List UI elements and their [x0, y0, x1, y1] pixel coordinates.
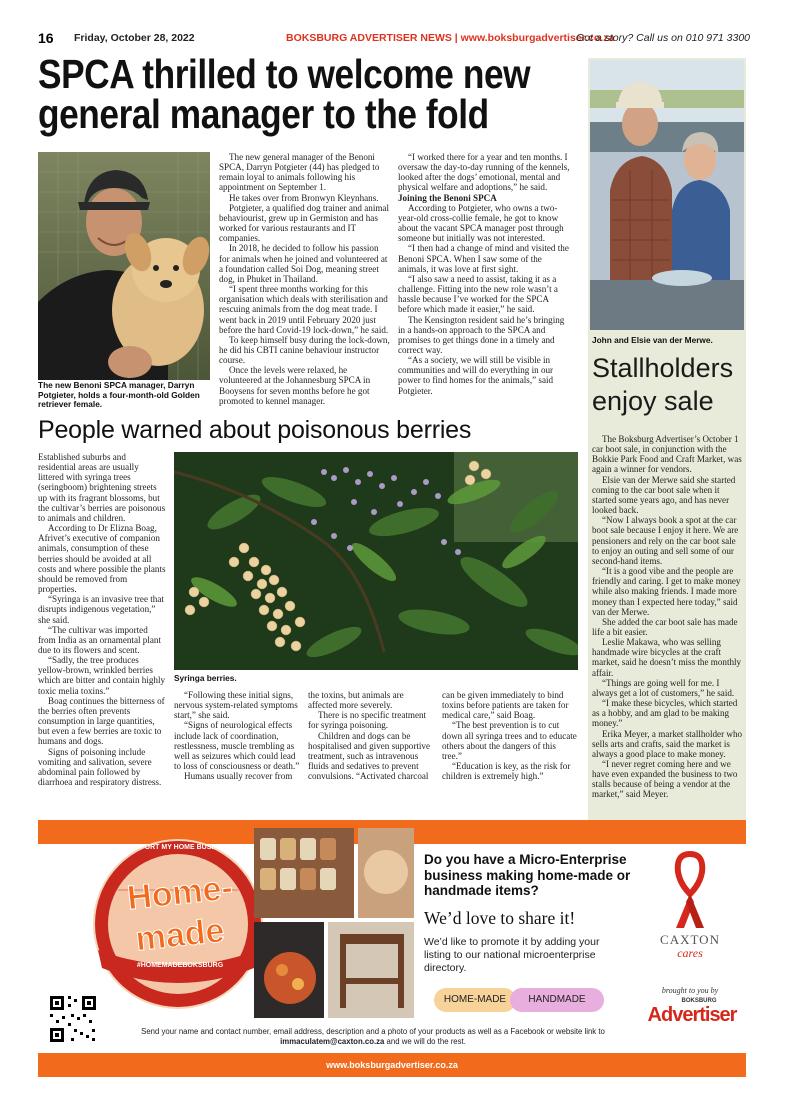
paragraph: “Education is key, as the risk for children is extremely high.” [442, 761, 571, 782]
paragraph: “I spent three months working for this organisation which deals with sterilisation and rescuing animals from the dog meat trade. I went back in 2019 until February 2020 just before the hard Covid-19 lock-down,” he said. [219, 284, 389, 335]
paragraph: Established suburbs and residential areas are usually littered with syringa trees (seringboom) brightening streets up with its fragrant blossoms, but the cultivar’s berries are poisonous to animals and children. [38, 452, 166, 523]
paragraph: “Syringa is an invasive tree that disrupts indigenous vegetation,” she said. [38, 594, 164, 625]
footer-website-link[interactable]: www.boksburgadvertiser.co.za [326, 1060, 458, 1070]
main-headline [38, 51, 580, 137]
paragraph: She added the car boot sale has made life a bit easier. [592, 616, 738, 637]
paragraph: According to Dr Elizna Boag, Afrivet’s executive of companion animals, consumption of these berries should be avoided at all costs and where possible the plants should be removed from properties. [38, 523, 166, 595]
home-made-pill[interactable]: HOME-MADE [434, 988, 516, 1012]
article1-column-2 [398, 152, 570, 396]
paragraph: can be given immediately to bind toxins before patients are taken for medical care,” said Boag. [442, 690, 569, 721]
submission-instructions: Send your name and contact number, email address, description and a photo of your products as well as a Facebook or website link to immaculatem@caxton.co.za and we will do the rest. [141, 1027, 605, 1046]
paragraph: “It is a good vibe and the people are friendly and caring. I get to make money while also making friends. I made more money than I expected here today,” said van der Merwe. [592, 566, 741, 617]
awareness-ribbon-icon [670, 850, 710, 930]
headline-line-2: general manager to the fold [38, 91, 489, 137]
product-photo-collage [254, 828, 414, 1018]
paragraph: “Things are going well for me. I always get a lot of customers,” he said. [592, 677, 735, 698]
manager-photo-caption: The new Benoni SPCA manager, Darryn Potgieter, holds a four-month-old Golden retriever female. [38, 380, 200, 410]
paragraph: Leslie Makawa, who was selling handmade wire bicycles at the craft market, said he doesn’t miss the monthly affair. [592, 637, 742, 678]
paragraph: “Now I always book a spot at the car boot sale because I enjoy it here. We are pensioners and rely on the car boot sale to enjoy an outing and sell some of our second-hand items. [592, 515, 739, 566]
caxton-logo-text: CAXTON [660, 932, 720, 947]
advertiser-logo: Advertiser [647, 1004, 737, 1026]
paragraph: The new general manager of the Benoni SPCA, Darryn Potgieter (44) has pledged to remain loyal to animals following his appointment on September 1. [219, 152, 380, 193]
article2-column-1 [38, 452, 166, 787]
paragraph: “As a society, we will still be visible in communities and will do everything in our power to find homes for the animals,” said Potgieter. [398, 355, 554, 396]
paragraph: the toxins, but animals are affected more severely. [308, 690, 404, 711]
issue-date: Friday, October 28, 2022 [74, 32, 195, 44]
badge-word-made: made [133, 911, 227, 959]
paragraph: “Sadly, the tree produces yellow-brown, wrinkled berries which are bitter and contain highly toxic melia toxins.” [38, 655, 166, 696]
paragraph: Once the levels were relaxed, he volunteered at the Johannesburg SPCA in Booysens for seven months before he got promoted to kennel manager. [219, 365, 371, 406]
advert-footer-bar [38, 1053, 746, 1077]
stallholders-photo-caption: John and Elsie van der Merwe. [592, 335, 713, 345]
handmade-pill[interactable]: HANDMADE [510, 988, 604, 1012]
cares-logo-text: cares [677, 946, 703, 960]
paragraph: In 2018, he decided to follow his passion for animals when he joined and volunteered at a foundation called Soi Dog, meaning street dog, in Phuket in Thailand. [219, 243, 388, 284]
badge-word-home: Home- [125, 868, 235, 918]
page-header [38, 30, 750, 48]
qr-code-icon[interactable] [48, 994, 98, 1044]
paragraph: The Kensington resident said he’s bringing in a hands-on approach to the SPCA and promises to get things done in a timely and correct way. [398, 314, 565, 355]
syringa-photo-caption: Syringa berries. [174, 673, 237, 683]
badge-ring-text: SUPPORT MY HOME BUSINESS [125, 844, 233, 851]
paragraph: “I also saw a need to assist, taking it as a challenge. Fitting into the new role wasn’t a hassle because I’ve worked for the SPCA before which made it easier,” he said. [398, 273, 558, 315]
paragraph: “Following these initial signs, nervous system-related symptoms start,” she said. [174, 690, 298, 721]
advert-question: Do you have a Micro-Enterprise business making home-made or handmade items? [424, 852, 631, 898]
paragraph: “I never regret coming here and we have even expanded the business to two stalls because of being a vendor at the market,” said Meyer. [592, 759, 738, 800]
syringa-berries-photo [174, 452, 578, 670]
paragraph: Signs of poisoning include vomiting and salivation, severe abdominal pain followed by diarrhoea and respiratory distress. [38, 746, 162, 787]
advert-share-line: We’d love to share it! [424, 908, 576, 928]
manager-photo [38, 152, 210, 380]
paragraph: Erika Meyer, a market stallholder who sells arts and crafts, said the market is always a good place to make money. [592, 728, 743, 759]
paragraph: “I make these bicycles, which started as a hobby, and am glad to be making money.” [592, 698, 738, 729]
tipline: Got a story? Call us on 010 971 3300 [576, 32, 750, 44]
sidebar-article-body [592, 434, 744, 800]
paragraph: There is no specific treatment for syringa poisoning. [308, 710, 427, 731]
paragraph: Children and dogs can be hospitalised and given supportive treatment, such as intravenous fluids and sedatives to prevent convulsions. “Activated charcoal [308, 730, 430, 782]
headline-line-1: SPCA thrilled to welcome new [38, 51, 531, 97]
brought-to-you-by: brought to you by [661, 986, 719, 995]
article2-column-3 [308, 690, 434, 781]
publication-name[interactable]: BOKSBURG ADVERTISER NEWS | www.boksburgadvertiser.co.za [286, 32, 615, 44]
contact-email-link[interactable]: immaculatem@caxton.co.za [280, 1036, 385, 1046]
badge-hashtag: #HOMEMADEBOKSBURG [136, 962, 224, 969]
paragraph: Boag continues the bitterness of the berries often prevents consumption in large quantities, but even a few berries are toxic to humans and dogs. [38, 695, 165, 747]
article2-column-4 [442, 690, 578, 781]
paragraph: Elsie van der Merwe said she started coming to the car boot sale when it started some years ago, and has never looked back. [592, 474, 736, 516]
subheading: Joining the Benoni SPCA [398, 192, 497, 203]
paragraph: “The cultivar was imported from India as an ornamental plant due to its flowers and scent. [38, 624, 161, 655]
stallholders-photo [590, 60, 744, 330]
article2-column-2 [174, 690, 300, 781]
article1-column-1 [219, 152, 391, 406]
paragraph: “The best prevention is to cut down all syringa trees and to educate others about the dangers of this tree.” [442, 720, 577, 761]
berries-headline: People warned about poisonous berries [38, 416, 472, 444]
paragraph: “Signs of neurological effects include lack of coordination, restlessness, muscle trembling as well as seizures which could lead to loss of consciousness or death.” [174, 720, 300, 772]
paragraph: According to Potgieter, who owns a two-year-old cross-collie female, he got to know about the vacant SPCA manager post through someone but initially was not interested. [398, 202, 564, 244]
advert-promote-text: We’d like to promote it by adding your listing to our national microenterprise directory. [424, 936, 600, 974]
paragraph: Humans usually recover from [184, 771, 293, 782]
homemade-advert [38, 820, 746, 1088]
paragraph: The Boksburg Advertiser’s October 1 car boot sale, in conjunction with the Bokkie Park Food and Craft Market, was again a winner for vendors. [592, 434, 742, 475]
advertiser-logo-small: BOKSBURG [681, 998, 717, 1004]
paragraph: “I worked there for a year and ten months. I oversaw the day-to-day running of the kennels, looked after the dogs’ emotional, mental and physical welfare and adoptions,” he said. [398, 152, 570, 193]
paragraph: Potgieter, a qualified dog trainer and animal behaviourist, grew up in Germiston and has worked for various restaurants and IT companies. [219, 202, 389, 244]
paragraph: He takes over from Bronwyn Kleynhans. [229, 192, 379, 203]
page-number: 16 [38, 30, 54, 46]
paragraph: “I then had a change of mind and visited the Benoni SPCA. When I saw some of the animals, it was love at first sight. [398, 243, 569, 274]
paragraph: To keep himself busy during the lock-down, he did his CBTI canine behaviour instructor course. [219, 334, 390, 366]
sidebar-headline: Stallholders enjoy sale [592, 353, 734, 416]
